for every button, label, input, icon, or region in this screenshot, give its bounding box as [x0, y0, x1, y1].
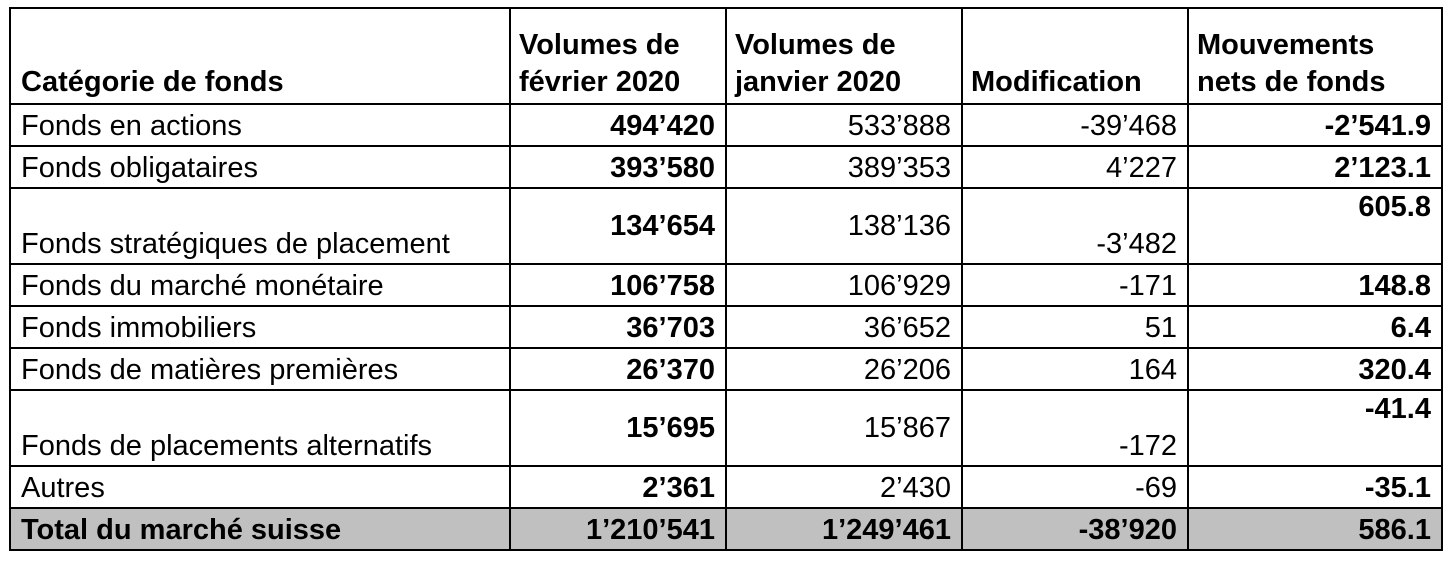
- total-label: Total du marché suisse: [10, 508, 510, 550]
- jan-volume-cell: 15’867: [726, 390, 962, 466]
- category-cell: Fonds immobiliers: [10, 306, 510, 348]
- header-jan-volumes: Volumes de janvier 2020: [726, 8, 962, 104]
- modification-cell: -172: [962, 390, 1188, 466]
- total-modification: -38’920: [962, 508, 1188, 550]
- category-cell: Fonds stratégiques de placement: [10, 188, 510, 264]
- feb-volume-cell: 393’580: [510, 146, 726, 188]
- jan-volume-cell: 389’353: [726, 146, 962, 188]
- total-jan-volume: 1’249’461: [726, 508, 962, 550]
- feb-volume-cell: 494’420: [510, 104, 726, 146]
- header-category: Catégorie de fonds: [10, 8, 510, 104]
- table-row: [10, 390, 1442, 466]
- modification-cell: -3’482: [962, 188, 1188, 264]
- total-feb-volume: 1’210’541: [510, 508, 726, 550]
- header-net-flows: Mouvements nets de fonds: [1188, 8, 1442, 104]
- table-row: [10, 104, 1442, 146]
- feb-volume-cell: 2’361: [510, 466, 726, 508]
- table-row: [10, 188, 1442, 264]
- net-flow-cell: 6.4: [1188, 306, 1442, 348]
- table-row: [10, 348, 1442, 390]
- modification-cell: 4’227: [962, 146, 1188, 188]
- jan-volume-cell: 106’929: [726, 264, 962, 306]
- jan-volume-cell: 2’430: [726, 466, 962, 508]
- modification-cell: 164: [962, 348, 1188, 390]
- modification-cell: -39’468: [962, 104, 1188, 146]
- net-flow-cell: -41.4: [1188, 390, 1442, 466]
- net-flow-cell: -35.1: [1188, 466, 1442, 508]
- net-flow-cell: -2’541.9: [1188, 104, 1442, 146]
- feb-volume-cell: 36’703: [510, 306, 726, 348]
- net-flow-cell: 320.4: [1188, 348, 1442, 390]
- category-cell: Fonds obligataires: [10, 146, 510, 188]
- net-flow-cell: 2’123.1: [1188, 146, 1442, 188]
- feb-volume-cell: 15’695: [510, 390, 726, 466]
- category-cell: Fonds de matières premières: [10, 348, 510, 390]
- net-flow-cell: 148.8: [1188, 264, 1442, 306]
- feb-volume-cell: 106’758: [510, 264, 726, 306]
- category-cell: Fonds en actions: [10, 104, 510, 146]
- jan-volume-cell: 533’888: [726, 104, 962, 146]
- table-row: [10, 264, 1442, 306]
- header-modification: Modification: [962, 8, 1188, 104]
- category-cell: Fonds de placements alternatifs: [10, 390, 510, 466]
- feb-volume-cell: 26’370: [510, 348, 726, 390]
- total-row: [10, 508, 1442, 550]
- fund-volumes-table: [9, 7, 1443, 551]
- category-cell: Autres: [10, 466, 510, 508]
- total-net-flow: 586.1: [1188, 508, 1442, 550]
- jan-volume-cell: 138’136: [726, 188, 962, 264]
- header-feb-volumes: Volumes de février 2020: [510, 8, 726, 104]
- category-cell: Fonds du marché monétaire: [10, 264, 510, 306]
- table-row: [10, 146, 1442, 188]
- table-row: [10, 466, 1442, 508]
- modification-cell: -69: [962, 466, 1188, 508]
- modification-cell: -171: [962, 264, 1188, 306]
- header-row: [10, 8, 1442, 104]
- net-flow-cell: 605.8: [1188, 188, 1442, 264]
- jan-volume-cell: 26’206: [726, 348, 962, 390]
- jan-volume-cell: 36’652: [726, 306, 962, 348]
- feb-volume-cell: 134’654: [510, 188, 726, 264]
- table-row: [10, 306, 1442, 348]
- modification-cell: 51: [962, 306, 1188, 348]
